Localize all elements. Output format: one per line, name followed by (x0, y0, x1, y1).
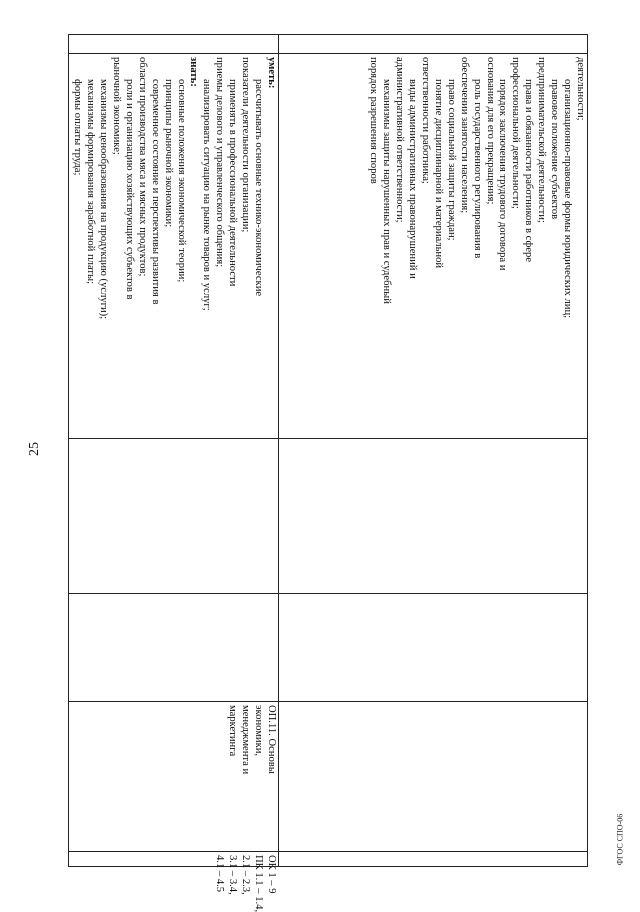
requirement-line: права и обязанности работников в сфере (523, 79, 535, 263)
requirement-line: формы оплаты труда; (72, 79, 84, 176)
requirement-line: современное состояние и перспективы развития в (149, 79, 161, 305)
requirement-line: роли и организацию хозяйствующих субъектов в (123, 79, 135, 300)
cell-discipline (279, 702, 588, 852)
page-number: 25 (27, 442, 42, 456)
curriculum-table-rotated (70, 34, 588, 912)
requirement-line: рассчитывать основные технико-экономические (253, 79, 265, 297)
discipline-name-line: маркетинга (227, 705, 239, 757)
cell-competencies (69, 852, 279, 912)
competency-code-line: 2.1 – 2.3, (240, 855, 252, 895)
cell-requirements (69, 54, 279, 439)
requirement-line: принципы рыночной экономики; (162, 79, 174, 228)
competency-code-line: ПК 1.1 – 1.4, (253, 855, 265, 912)
cell-hours-max (279, 439, 588, 594)
requirement-line: ответственности работника; (419, 57, 431, 184)
requirement-line: механизмы формирования заработной платы; (85, 79, 97, 285)
discipline-name-line: экономики, (253, 705, 265, 757)
requirement-line: деятельности; (575, 57, 586, 121)
cell-hours-class (279, 594, 588, 702)
requirement-line: анализировать ситуацию на рынке товаров и услуг; (201, 79, 213, 311)
cell-requirements (279, 54, 588, 439)
requirement-line: правовое положение субъектов (549, 79, 561, 220)
requirement-line: административной ответственности; (394, 57, 406, 223)
requirement-line: применять в профессиональной деятельности (227, 79, 239, 287)
discipline-name-line: ОП.11. Основы (266, 705, 277, 774)
requirement-line: профессиональной деятельности; (510, 57, 522, 209)
cell-discipline (69, 702, 279, 852)
requirement-line: области производства мяса и мясных продуктов; (136, 57, 148, 277)
requirement-line: приемы делового и управленческого общения; (214, 57, 226, 268)
requirement-line: организационно-правовые формы юридических лиц; (562, 79, 574, 319)
requirement-line: порядок разрешения споров (368, 57, 380, 184)
section-heading: уметь: (266, 57, 277, 89)
competency-code-line: ОК 1 – 9 (266, 855, 277, 894)
requirement-line: роль государственного регулирования в (471, 79, 483, 259)
cell-competencies (279, 852, 588, 867)
requirement-line: механизмы защиты нарушенных прав и судебный (381, 79, 393, 304)
requirement-line: понятие дисциплинарной и материальной (432, 79, 444, 269)
curriculum-table (68, 34, 588, 912)
competency-code-line: 4.1 – 4.5 (214, 855, 226, 893)
competency-code-line: 3.1 – 3.4, (227, 855, 239, 895)
requirement-line: основания для его прекращения; (484, 57, 496, 205)
requirement-line: рыночной экономике; (110, 57, 122, 155)
cell-hours-max (69, 439, 279, 594)
discipline-name-line: менеджмента и (240, 705, 252, 775)
requirement-line: право социальной защиты граждан; (445, 79, 457, 241)
table-row-economics (69, 35, 279, 867)
page-footer: ФГОС СПО-06 (615, 813, 625, 866)
requirement-line: предпринимательской деятельности; (536, 57, 548, 223)
requirement-line: порядок заключения трудового договора и (497, 79, 509, 271)
requirement-line: показатели деятельности организации; (240, 57, 252, 233)
cell-index (69, 35, 279, 54)
requirement-line: виды административных правонарушений и (407, 79, 419, 279)
requirement-line: механизмы ценообразования на продукцию (услуги); (98, 79, 110, 320)
table-row-law (279, 35, 588, 867)
section-heading: знать: (188, 57, 200, 87)
requirement-line: обеспечении занятости населения; (458, 57, 470, 214)
cell-index (279, 35, 588, 54)
requirement-line: основные положения экономической теории; (175, 79, 187, 283)
cell-hours-class (69, 594, 279, 702)
